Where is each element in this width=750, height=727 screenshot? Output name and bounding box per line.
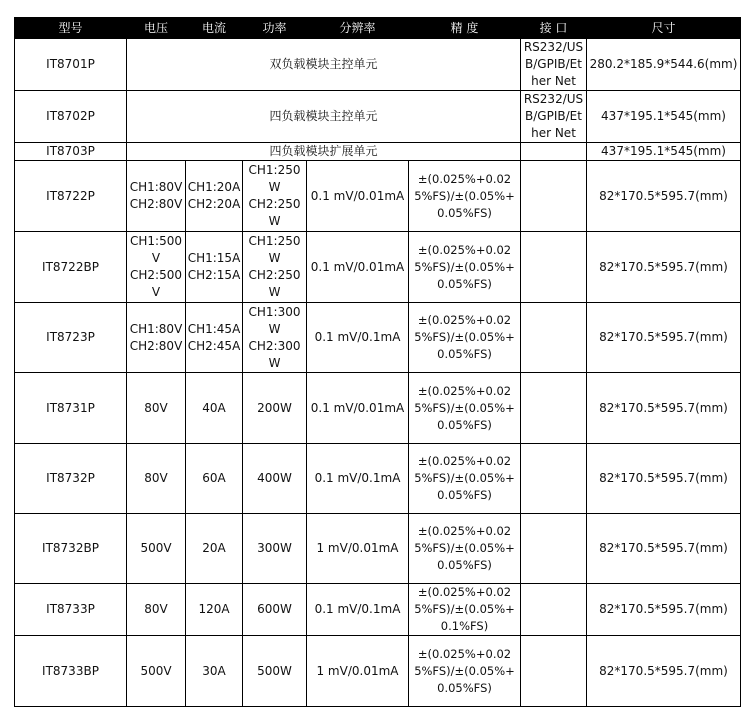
voltage-cell	[127, 303, 186, 373]
header-dimensions: 尺寸	[587, 18, 741, 39]
dimensions-cell: 437*195.1*545(mm)	[587, 91, 741, 143]
table-row	[15, 161, 741, 232]
voltage-value: 500V	[140, 541, 172, 555]
accuracy-cell: ±(0.025%+0.025%FS)/±(0.05%+0.05%FS)	[409, 303, 521, 373]
dimensions-cell: 82*170.5*595.7(mm)	[587, 584, 741, 636]
table-header	[15, 18, 741, 39]
current-value: CH2:45A	[187, 338, 241, 353]
current-value: 30A	[202, 663, 226, 678]
current-cell	[186, 514, 243, 584]
interface-cell: RS232/USB/GPIB/Ether Net	[521, 39, 587, 91]
power-cell	[243, 584, 307, 636]
voltage-cell	[127, 232, 186, 303]
table-row	[15, 514, 741, 584]
power-value: 600W	[257, 602, 292, 616]
current-value: CH2:20A	[187, 197, 241, 211]
description-cell: 四负载模块扩展单元	[127, 143, 521, 161]
power-cell	[243, 232, 307, 303]
power-value: 300W	[257, 541, 292, 555]
voltage-value: CH1:500V	[130, 234, 182, 265]
header-current: 电流	[186, 18, 243, 39]
header-power: 功率	[243, 18, 307, 39]
current-value: 60A	[202, 471, 226, 485]
power-value: CH1:250W	[248, 234, 301, 265]
power-value: 200W	[257, 400, 292, 415]
dimensions-cell: 82*170.5*595.7(mm)	[587, 303, 741, 373]
current-cell	[186, 444, 243, 514]
header-accuracy: 精 度	[409, 18, 521, 39]
voltage-value: 500V	[140, 663, 172, 678]
power-cell	[243, 161, 307, 232]
header-row	[15, 18, 741, 39]
resolution-cell: 0.1 mV/0.1mA	[307, 444, 409, 514]
power-cell	[243, 636, 307, 707]
interface-cell	[521, 303, 587, 373]
interface-cell	[521, 636, 587, 707]
voltage-cell	[127, 161, 186, 232]
power-cell	[243, 514, 307, 584]
model-cell: IT8731P	[15, 373, 127, 444]
header-interface: 接 口	[521, 18, 587, 39]
model-cell: IT8703P	[15, 143, 127, 161]
model-cell: IT8732P	[15, 444, 127, 514]
model-cell: IT8732BP	[15, 514, 127, 584]
model-cell: IT8723P	[15, 303, 127, 373]
power-cell	[243, 444, 307, 514]
current-value: CH1:20A	[187, 180, 241, 194]
model-cell: IT8733P	[15, 584, 127, 636]
table-row	[15, 232, 741, 303]
accuracy-cell: ±(0.025%+0.025%FS)/±(0.05%+0.05%FS)	[409, 161, 521, 232]
current-cell	[186, 232, 243, 303]
accuracy-cell: ±(0.025%+0.025%FS)/±(0.05%+0.1%FS)	[409, 584, 521, 636]
current-value: 120A	[198, 602, 230, 616]
current-cell	[186, 373, 243, 444]
voltage-cell	[127, 514, 186, 584]
interface-cell	[521, 584, 587, 636]
header-model: 型号	[15, 18, 127, 39]
resolution-cell: 0.1 mV/0.01mA	[307, 232, 409, 303]
dimensions-cell: 82*170.5*595.7(mm)	[587, 514, 741, 584]
table-row	[15, 584, 741, 636]
voltage-cell	[127, 636, 186, 707]
table-row	[15, 143, 741, 161]
voltage-value: CH2:500V	[130, 268, 182, 299]
interface-cell	[521, 161, 587, 232]
voltage-value: CH1:80V	[129, 321, 183, 336]
table-body	[15, 39, 741, 707]
accuracy-cell: ±(0.025%+0.025%FS)/±(0.05%+0.05%FS)	[409, 373, 521, 444]
table-row	[15, 444, 741, 514]
power-value: CH2:300W	[248, 338, 301, 370]
resolution-cell: 0.1 mV/0.01mA	[307, 161, 409, 232]
voltage-value: CH2:80V	[129, 338, 183, 353]
resolution-cell: 1 mV/0.01mA	[307, 636, 409, 707]
current-value: 20A	[202, 541, 226, 555]
dimensions-cell: 82*170.5*595.7(mm)	[587, 636, 741, 707]
dimensions-cell: 82*170.5*595.7(mm)	[587, 232, 741, 303]
resolution-cell: 1 mV/0.01mA	[307, 514, 409, 584]
table-row	[15, 303, 741, 373]
accuracy-cell: ±(0.025%+0.025%FS)/±(0.05%+0.05%FS)	[409, 636, 521, 707]
interface-cell	[521, 232, 587, 303]
header-resolution: 分辨率	[307, 18, 409, 39]
dimensions-cell: 82*170.5*595.7(mm)	[587, 444, 741, 514]
current-value: CH1:15A	[187, 251, 241, 265]
power-value: CH2:250W	[248, 197, 301, 228]
table-row	[15, 91, 741, 143]
power-value: 500W	[257, 663, 292, 678]
table-row	[15, 636, 741, 707]
accuracy-cell: ±(0.025%+0.025%FS)/±(0.05%+0.05%FS)	[409, 232, 521, 303]
power-value: CH2:250W	[248, 268, 301, 299]
accuracy-cell: ±(0.025%+0.025%FS)/±(0.05%+0.05%FS)	[409, 514, 521, 584]
power-value: CH1:250W	[248, 163, 301, 194]
dimensions-cell: 280.2*185.9*544.6(mm)	[587, 39, 741, 91]
dimensions-cell: 82*170.5*595.7(mm)	[587, 373, 741, 444]
power-value: 400W	[257, 471, 292, 485]
interface-cell	[521, 373, 587, 444]
table-row	[15, 39, 741, 91]
current-cell	[186, 636, 243, 707]
interface-cell: RS232/USB/GPIB/Ether Net	[521, 91, 587, 143]
interface-cell	[521, 143, 587, 161]
resolution-cell: 0.1 mV/0.01mA	[307, 373, 409, 444]
voltage-value: 80V	[144, 471, 168, 485]
accuracy-cell: ±(0.025%+0.025%FS)/±(0.05%+0.05%FS)	[409, 444, 521, 514]
interface-cell	[521, 444, 587, 514]
current-cell	[186, 584, 243, 636]
current-cell	[186, 303, 243, 373]
model-cell: IT8722BP	[15, 232, 127, 303]
resolution-cell: 0.1 mV/0.1mA	[307, 584, 409, 636]
voltage-value: 80V	[144, 602, 168, 616]
voltage-cell	[127, 584, 186, 636]
table-row	[15, 373, 741, 444]
current-value: CH1:45A	[187, 321, 241, 336]
model-cell: IT8701P	[15, 39, 127, 91]
power-value: CH1:300W	[248, 304, 301, 336]
header-voltage: 电压	[127, 18, 186, 39]
model-cell: IT8722P	[15, 161, 127, 232]
current-value: 40A	[202, 400, 226, 415]
voltage-cell	[127, 444, 186, 514]
interface-cell	[521, 514, 587, 584]
spec-table	[14, 17, 741, 707]
model-cell: IT8733BP	[15, 636, 127, 707]
description-cell: 双负载模块主控单元	[127, 39, 521, 91]
resolution-cell: 0.1 mV/0.1mA	[307, 303, 409, 373]
voltage-cell	[127, 373, 186, 444]
voltage-value: CH2:80V	[129, 197, 183, 211]
voltage-value: CH1:80V	[129, 180, 183, 194]
power-cell	[243, 303, 307, 373]
power-cell	[243, 373, 307, 444]
dimensions-cell: 82*170.5*595.7(mm)	[587, 161, 741, 232]
current-cell	[186, 161, 243, 232]
current-value: CH2:15A	[187, 268, 241, 282]
dimensions-cell: 437*195.1*545(mm)	[587, 143, 741, 161]
voltage-value: 80V	[144, 400, 168, 415]
model-cell: IT8702P	[15, 91, 127, 143]
description-cell: 四负载模块主控单元	[127, 91, 521, 143]
